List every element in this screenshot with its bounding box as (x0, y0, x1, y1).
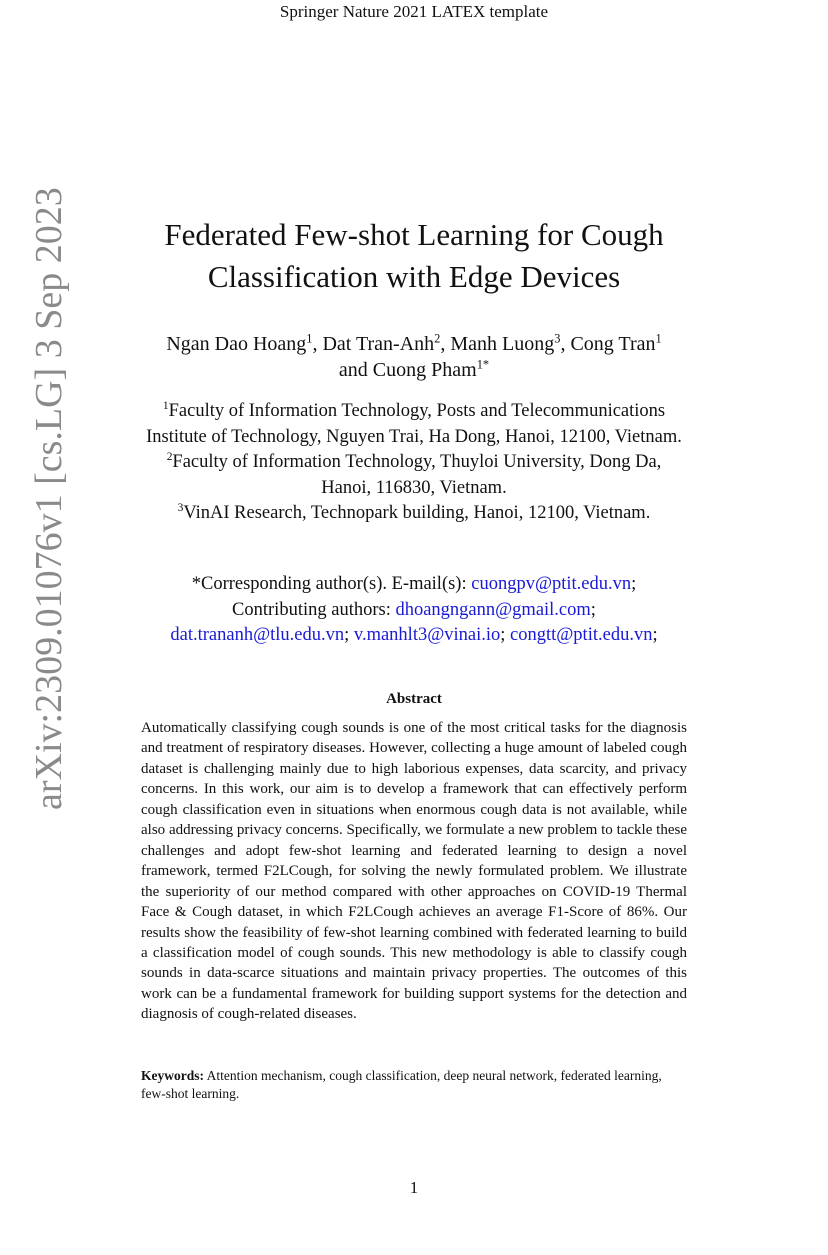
author-affil-marker: 2 (434, 331, 441, 346)
abstract-body: Automatically classifying cough sounds is one of the most critical tasks for the diagnosis and treatment of respiratory diseases. However, collecting a huge amount of labeled cough dataset is challenging mainly due to high laborious expenses, data scarcity, and privacy concerns. In this work, our aim is to develop a framework that can effectively perform cough classification even in situations when enormous cough data is not available, while also addressing privacy concerns. Specifically, we formulate a new problem to tackle these challenges and adopt few-shot learning and federated learning to design a novel framework, termed F2LCough, for solving the newly formulated problem. We illustrate the superiority of our method compared with other approaches on COVID-19 Thermal Face & Cough dataset, in which F2LCough achieves an average F1-Score of 86%. Our results show the feasibility of few-shot learning combined with federated learning to build a classification model of cough sounds. This new methodology is able to classify cough sounds in data-scarce situations and maintain privacy properties. The outcomes of this work can be a fundamental framework for building support systems for the detection and diagnosis of cough-related diseases. (141, 720, 687, 1023)
correspondence-block (80, 572, 748, 649)
email-separator: ; (344, 625, 350, 645)
keywords-label: Keywords: (141, 1068, 204, 1083)
abstract-heading: Abstract (386, 691, 442, 707)
affiliation-marker: 3 (177, 501, 184, 514)
author-affil-marker: 1 (306, 331, 313, 346)
contributing-label: Contributing authors: (232, 599, 396, 620)
affiliation-1-cont: Institute of Technology, Nguyen Trai, Ha Dong, Hanoi, 12100, Vietnam. (146, 426, 682, 447)
email-separator: ; (652, 625, 658, 645)
email-separator: ; (500, 625, 506, 645)
affiliation-2 (70, 450, 758, 476)
author-affil-marker: 3 (554, 331, 561, 346)
keywords-text: Attention mechanism, cough classification, deep neural network, federated learning, few-shot learning. (141, 1068, 662, 1101)
author-name: Ngan Dao Hoang (166, 333, 307, 355)
email-separator: ; (590, 599, 596, 620)
affiliation-text: VinAI Research, Technopark building, Hanoi, 12100, Vietnam. (183, 503, 651, 523)
paper-title (90, 214, 738, 298)
affiliation-text: Faculty of Information Technology, Posts and Telecommunications (168, 401, 666, 421)
running-header: Springer Nature 2021 LATEX template (279, 2, 549, 21)
author-name: Cong Tran (570, 333, 656, 355)
page-number: 1 (409, 1178, 419, 1197)
author-name: Manh Luong (450, 333, 555, 355)
corresponding-label: *Corresponding author(s). E-mail(s): (191, 574, 472, 594)
affiliation-marker: 1 (162, 399, 169, 412)
arxiv-stamp: arXiv:2309.01076v1 [cs.LG] 3 Sep 2023 (28, 187, 70, 810)
email-separator: ; (631, 574, 637, 594)
keywords (141, 1067, 687, 1103)
title-line-1: Federated Few-shot Learning for Cough (164, 217, 664, 252)
corresponding-email-link[interactable]: cuongpv@ptit.edu.vn (471, 574, 632, 594)
contributing-email-link[interactable]: v.manhlt3@vinai.io (353, 625, 501, 645)
affiliation-marker: 2 (166, 450, 173, 463)
affiliation-1 (70, 399, 758, 425)
author-separator: , (560, 333, 571, 355)
author-separator: and (338, 359, 373, 381)
author-name: Dat Tran-Anh (322, 333, 435, 355)
author-affil-marker: 1 (655, 331, 662, 346)
affiliation-text: Faculty of Information Technology, Thuyloi University, Dong Da, (172, 452, 662, 472)
affiliations (70, 399, 758, 527)
contributing-email-link[interactable]: dat.trananh@tlu.edu.vn (170, 625, 345, 645)
contributing-email-link[interactable]: dhoangngann@gmail.com (395, 599, 591, 620)
author-list (100, 331, 728, 383)
affiliation-3 (70, 501, 758, 527)
author-name: Cuong Pham (372, 359, 477, 381)
affiliation-2-cont: Hanoi, 116830, Vietnam. (321, 477, 507, 498)
contributing-email-link[interactable]: congtt@ptit.edu.vn (510, 625, 653, 645)
author-affil-marker: 1* (476, 357, 490, 372)
title-line-2: Classification with Edge Devices (207, 259, 621, 294)
author-separator: , (440, 333, 451, 355)
author-separator: , (312, 333, 323, 355)
